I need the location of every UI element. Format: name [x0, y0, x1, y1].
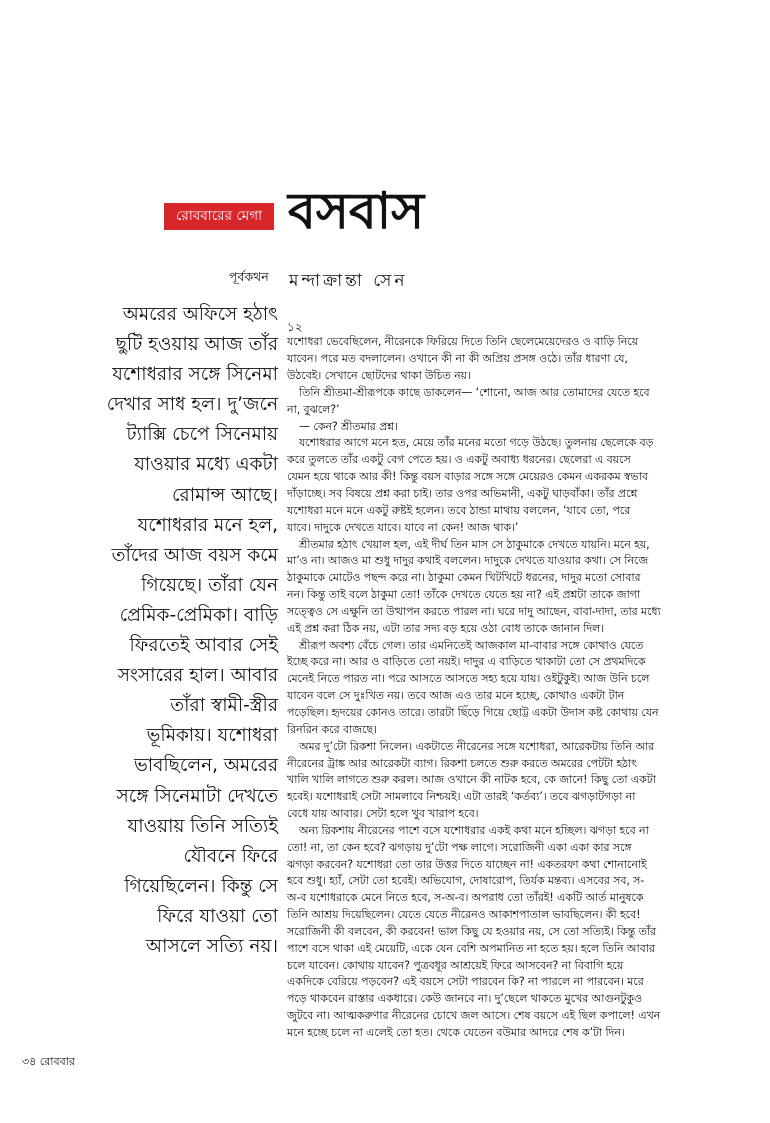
body-line: শ্রীরূপ অবশ্য বেঁচে গেল। তার এমনিতেই আজকাল মা-বাবার সঙ্গে কোথাও যেতে: [299, 638, 644, 652]
body-line: অমর দু’টো রিকশা নিলেন। একটাতে নীরেনের সঙ্গে যশোধরা, আরেকটায় তিনি আর: [299, 739, 655, 753]
previous-summary: [82, 300, 278, 962]
story-title: বসবাস: [288, 181, 425, 240]
body-line: চলে যাবেন। কোথায় যাবেন? পুত্রবধূর আশ্রয়েই ফিরে আসবেন? না বিবাগি হয়ে: [287, 958, 624, 972]
summary-line: ফিরতেই আবার সেই: [129, 635, 278, 657]
body-line: যশোধরা মনে মনে একটু রুষ্টই হলেন। তবে ঠান্ডা মাথায় বললেন, ‘যাবে তো, পরে: [287, 503, 631, 517]
body-line: পাশে বসে থাকা এই মেয়েটি, একে যেন বেশি অপমানিত না হতে হয়। হলে তিনি আবার: [287, 941, 655, 955]
summary-line: ফিরে যাওয়া তো: [157, 905, 278, 927]
summary-line: আসলে সত্যি নয়।: [145, 935, 278, 957]
summary-line: যাওয়ার মধ্যে একটা: [134, 454, 278, 476]
body-line: তো! না, তা কেন হবে? ঝগড়ায় দু’টো পক্ষ লাগে। সরোজিনী একা একা কার সঙ্গে: [287, 840, 632, 854]
summary-line: গিয়েছিলেন। কিন্তু সে: [124, 875, 278, 897]
body-line: তিনি শ্রীতমা-শ্রীরূপকে কাছে ডাকলেন— ‘শোনো, আজ আর তোমাদের যেতে হবে: [299, 385, 650, 399]
body-line: নীরেনের ট্রাঙ্ক আর আরেকটা ব্যাগ। রিকশা চলতে শুরু করতে অমরের পেটটা হঠাৎ: [287, 756, 637, 770]
body-line: মেনেই নিতে পারত না। পরে আসতে আসতে সহ্য হয়ে যায়। ওইটুকুই। আজ উনি চলে: [287, 672, 650, 686]
summary-line: প্রেমিক-প্রেমিকা। বাড়ি: [119, 604, 278, 626]
body-line: এই প্রশ্ন করা ঠিক নয়, এটা তার সদ্য বড় হয়ে ওঠা বোধ তাকে জানান দিল।: [287, 621, 605, 635]
body-line: যাবেন। পরে মত বদলালেন। ওখানে কী না কী অপ্রিয় প্রসঙ্গ ওঠে। তাঁর ধারণা যে,: [287, 352, 628, 366]
body-line: অন্য রিকশায় নীরেনের পাশে বসে যশোধরার একই কথা মনে হচ্ছিল। ঝগড়া হবে না: [299, 823, 649, 837]
body-line: ইচ্ছে করে না। আর ও বাড়িতে তো নয়ই। দাদুর এ বাড়িতে থাকাটা তো সে প্রথমদিকে: [287, 655, 646, 669]
summary-line: সংসারের হাল। আবার: [117, 665, 278, 687]
body-line: যশোধরা ভেবেছিলেন, নীরেনকে ফিরিয়ে দিতে তিনি ছেলেমেয়েদেরও ও বাড়ি নিয়ে: [287, 335, 639, 349]
body-line: জুটবে না। আত্মকরুণার নীরেনের চোখে জল আসে। শেষ বয়সে এই ছিল কপালে! এখন: [287, 1009, 661, 1023]
summary-line: যশোধরার সঙ্গে সিনেমা: [112, 364, 278, 386]
body-line: ঠাকুমাকে মোটেও পছন্দ করে না। ঠাকুমা কেমন খিটখিটে ধরনের, দাদুর মতো সোবার: [287, 571, 641, 585]
summary-line: রোমান্স আছে।: [172, 484, 278, 506]
summary-line: যৌবনে ফিরে: [183, 845, 278, 867]
body-line: দাঁড়াচ্ছে। সব বিষয়ে প্রশ্ন করা চাই। তার ওপর অভিমানী, একটু ঘাড়বাঁকা। তাঁর প্রশ্নে: [287, 487, 638, 500]
chapter-number: ১২: [287, 320, 303, 334]
summary-line: সঙ্গে সিনেমাটা দেখতে: [116, 785, 278, 807]
section-badge: রোববারের মেগা: [164, 203, 274, 230]
summary-line: যশোধরার মনে হল,: [137, 514, 278, 536]
summary-line: দেখার সাধ হল। দু’জনে: [106, 394, 278, 416]
body-line: যশোধরার আগে মনে হত, মেয়ে তাঁর মনের মতো গড়ে উঠছে। তুলনায় ছেলেকে বড়: [299, 436, 654, 450]
summary-line: গিয়েছে। তাঁরা যেন: [141, 574, 278, 596]
body-line: — কেন? শ্রীতমার প্রশ্ন।: [299, 419, 398, 433]
page-folio: ৩৪ রোববার: [22, 1055, 75, 1068]
summary-line: তাঁরা স্বামী-স্ত্রীর: [170, 695, 278, 717]
body-line: যেমন হয়ে থাকে আর কী! কিন্তু বয়স বাড়ার সঙ্গে সঙ্গে মেয়েরও কেমন একরকম স্বভাব: [287, 470, 648, 484]
body-line: হবে শুধু। হ্যাঁ, সেটা তো হবেই। অভিযোগ, দোষারোপ, তির্যক মন্তব্য। এসবের সব, স-: [287, 874, 645, 888]
body-line: রিনরিন করে বাজছে।: [287, 722, 377, 736]
summary-line: অমরের অফিসে হঠাৎ: [122, 304, 278, 325]
summary-line: ট্যাক্সি চেপে সিনেমায়: [126, 424, 278, 446]
body-line: শ্রীতমার হঠাৎ খেয়াল হল, এই দীর্ঘ তিন মাস সে ঠাকুমাকে দেখতে যায়নি। মনে হয়,: [299, 537, 650, 551]
body-line: নন। কিন্তু তাই বলে ঠাকুমা তো! তাঁকে দেখতে যেতে হয় না? এই প্রশ্নটা তাকে জাগা: [287, 588, 640, 602]
body-line: হবেই। যশোধরাই সেটা সামলাবে নিশ্চয়ই। এটা তারই ‘কর্তব্য’। তবে ঝগড়াটগড়া না: [287, 790, 636, 804]
body-line: যাবেন বলে সে দুঃখিত নয়। তবে আজ এও তার মনে হচ্ছে, কোথাও একটা টান: [287, 689, 625, 703]
summary-line: ভাবছিলেন, অমরের: [133, 755, 278, 777]
body-line: যাবে। দাদুকে দেখতে যাবে। যাবে না কেন! আজ থাক।’: [287, 520, 519, 534]
body-line: সত্ত্বেও সে এক্ষুনি তা উত্থাপন করতে পারল না। ঘরে দাদু আছেন, বাবা-দাদা, তার মধ্যে: [287, 604, 661, 618]
body-line: অ-ব যশোধরাকে মেনে নিতে হবে, স-অ-ব। অপরাধ তো তাঁরই! একটি আর্ত মানুষকে: [287, 891, 644, 905]
body-line: করে তুলতে তাঁর একটু বেগ পেতে হয়। ও একটু অবাধ্য ধরনের। ছেলেরা এ বয়সে: [287, 453, 631, 467]
body-line: পড়ে থাকবেন রাস্তার একধারে। কেউ জানবে না। দু’ছেলে থাকতে মুখের আগুনটুকুও: [287, 992, 643, 1006]
body-line: মা’ও না। আজও মা শুধু দাদুর কথাই বললেন। দাদুকে দেখতে যাওয়ার কথা। সে নিজে: [287, 554, 649, 568]
body-line: পড়েছিল। হৃদয়ের কোনও তারে। তারটা ছিঁড়ে গিয়ে ছোট্ট একটা উদাস কষ্ট কোথায় যেন: [287, 705, 659, 719]
body-line: খালি খালি লাগতে শুরু করল। আজ ওখানে কী নাটক হবে, কে জানে! কিছু তো একটা: [287, 773, 656, 787]
summary-line: যাওয়ায় তিনি সত্যিই: [127, 815, 278, 837]
body-line: উঠবেই। সেখানে ছোটদের থাকা উচিত নয়।: [287, 369, 471, 383]
author-name: মন্দাক্রান্তা সেন: [289, 271, 408, 291]
body-line: মনে হচ্ছে চলে না এলেই তো হত। থেকে যেতেন বউমার আদরে শেষ ক’টা দিন।: [287, 1026, 625, 1039]
body-line: একদিকে বেরিয়ে পড়বেন? এই বয়সে সেটা পারবেন কি? না পারলে না পারবেন। মরে: [287, 975, 644, 989]
body-line: বেধে যায় আবার। সেটা হলে খুব খারাপ হবে।: [287, 807, 479, 821]
summary-line: ভূমিকায়। যশোধরা: [146, 725, 278, 747]
body-line: ঝগড়া করবেন? যশোধরা তো তার উত্তর দিতে যাচ্ছেন না! একতরফা কথা শোনানোই: [287, 857, 647, 871]
body-line: তিনি আশ্রয় দিয়েছিলেন। যেতে যেতে নীরেনও আকাশপাতাল ভাবছিলেন। কী হবে!: [287, 908, 641, 922]
summary-line: তাঁদের আজ বয়স কমে: [111, 544, 278, 566]
body-line: না, বুঝলে?’: [287, 402, 340, 416]
previous-summary-label: পূর্বকথন: [229, 269, 269, 284]
body-line: সরোজিনী কী বলবেন, কী করবেন! ভাল কিছু যে হওয়ার নয়, সে তো সত্যিই। কিন্তু তাঁর: [287, 924, 656, 938]
article-body: [287, 321, 759, 1042]
summary-line: ছুটি হওয়ায় আজ তাঁর: [115, 334, 278, 356]
